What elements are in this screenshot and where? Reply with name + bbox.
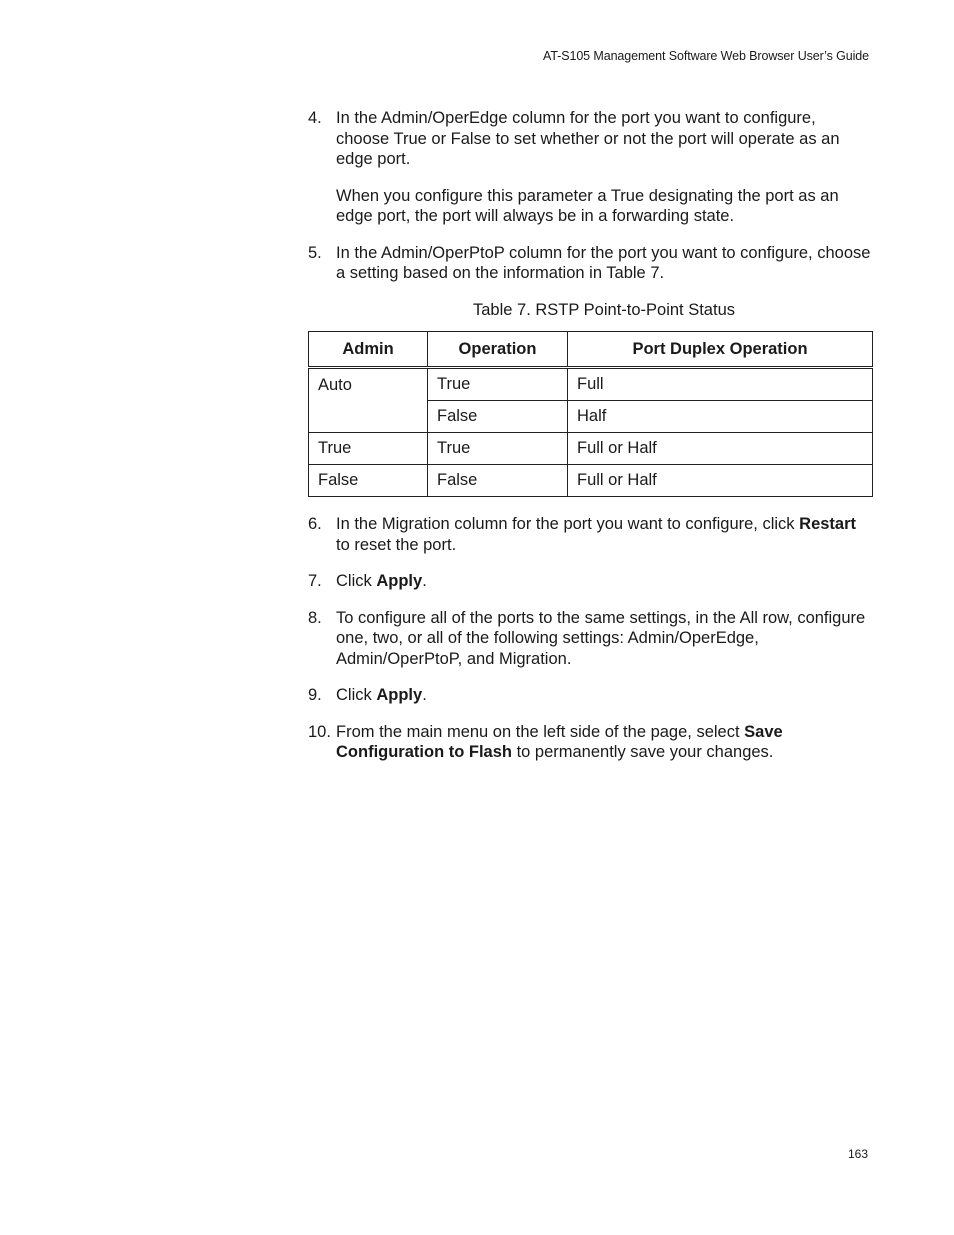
step-text-part: . (422, 686, 427, 704)
step-text (336, 514, 872, 555)
table-row (309, 465, 873, 497)
cell-admin: Auto (309, 368, 428, 433)
step-text-part: . (422, 572, 427, 590)
step-text-part: In the Migration column for the port you want to configure, click (336, 515, 800, 533)
cell-operation: False (428, 401, 568, 433)
step-4 (308, 108, 872, 170)
cell-operation: True (428, 433, 568, 465)
cell-operation: False (428, 465, 568, 497)
cell-duplex: Full or Half (568, 465, 873, 497)
step-text-part: From the main menu on the left side of the page, select (336, 722, 745, 741)
step-6 (308, 514, 872, 555)
document-body (308, 108, 872, 763)
cell-duplex: Full (568, 368, 873, 401)
table-row (309, 368, 873, 401)
step-7 (308, 571, 872, 592)
running-header: AT-S105 Management Software Web Browser User’s Guide (543, 49, 869, 63)
step-9 (308, 685, 872, 706)
step-text: In the Admin/OperPtoP column for the port you want to configure, choose a setting based on the information in Table 7. (336, 243, 871, 282)
step-text-part: Click (336, 686, 377, 704)
step-10 (308, 722, 872, 763)
cell-duplex: Half (568, 401, 873, 433)
step-text (336, 571, 872, 592)
step-4-note: When you configure this parameter a True designating the port as an edge port, the port will always be in a forwarding state. (336, 186, 839, 225)
ui-term-apply: Apply (376, 572, 423, 590)
step-number: 8. (308, 608, 322, 627)
cell-admin: False (309, 465, 428, 497)
step-number: 7. (308, 572, 322, 590)
step-text-part: to reset the port. (336, 535, 457, 554)
step-8 (308, 608, 872, 670)
rstp-point-to-point-table (308, 331, 873, 497)
step-text (336, 722, 872, 763)
step-number: 10. (308, 722, 331, 741)
step-number: 4. (308, 109, 322, 127)
column-header-port-duplex-operation: Port Duplex Operation (568, 332, 873, 368)
column-header-operation: Operation (428, 332, 568, 368)
step-text-part: Click (336, 572, 377, 590)
step-5 (308, 243, 872, 284)
step-number: 6. (308, 515, 322, 533)
cell-admin: True (309, 433, 428, 465)
cell-operation: True (428, 368, 568, 401)
step-text (336, 685, 872, 706)
step-text-part: to permanently save your changes. (511, 743, 774, 761)
ui-term-save-configuration-to-flash: Save Configuration to Flash (336, 722, 783, 761)
page-number: 163 (847, 1147, 868, 1161)
step-number: 5. (308, 243, 322, 262)
step-number: 9. (308, 686, 322, 704)
cell-duplex: Full or Half (568, 433, 873, 465)
table-header-row (309, 332, 873, 368)
column-header-admin: Admin (309, 332, 428, 368)
step-text: In the Admin/OperEdge column for the port you want to configure, choose True or False to set whether or not the port will operate as an edge port. (336, 109, 840, 168)
ui-term-apply: Apply (376, 686, 423, 704)
step-text: To configure all of the ports to the same settings, in the All row, configure one, two, or all of the following settings: Admin/OperEdge, Admin/OperPtoP, and Migration. (336, 608, 866, 668)
ui-term-restart: Restart (799, 515, 857, 533)
table-caption: Table 7. RSTP Point-to-Point Status (473, 300, 735, 319)
table-row (309, 433, 873, 465)
